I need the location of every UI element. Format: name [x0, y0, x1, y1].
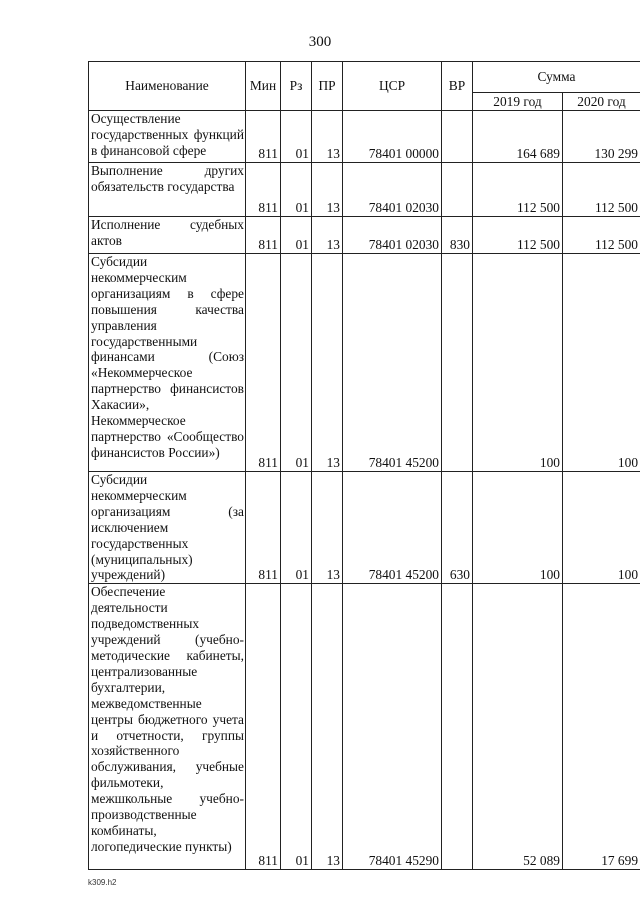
- row-pr: 13: [312, 163, 343, 217]
- header-year-2020: 2020 год: [563, 93, 640, 111]
- row-sum-2020: 100: [563, 254, 640, 472]
- row-rz: 01: [281, 111, 312, 163]
- row-min: 811: [246, 111, 281, 163]
- row-csr: 78401 02030: [343, 163, 442, 217]
- row-name: Осуществление государственных функций в финансовой сфере: [89, 111, 246, 163]
- row-rz: 01: [281, 584, 312, 870]
- row-pr: 13: [312, 472, 343, 584]
- row-vr: 830: [442, 217, 473, 254]
- row-name: Выполнение других обязательств государства: [89, 163, 246, 217]
- header-name: Наименование: [89, 62, 246, 111]
- row-min: 811: [246, 584, 281, 870]
- row-min: 811: [246, 217, 281, 254]
- row-sum-2019: 100: [473, 254, 563, 472]
- table-row: [89, 111, 640, 163]
- row-csr: 78401 45290: [343, 584, 442, 870]
- row-min: 811: [246, 472, 281, 584]
- row-vr: [442, 111, 473, 163]
- table-row: [89, 472, 640, 584]
- header-csr: ЦСР: [343, 62, 442, 111]
- header-min: Мин: [246, 62, 281, 111]
- row-sum-2020: 130 299: [563, 111, 640, 163]
- row-pr: 13: [312, 584, 343, 870]
- row-sum-2019: 112 500: [473, 163, 563, 217]
- table-row: [89, 254, 640, 472]
- row-vr: 630: [442, 472, 473, 584]
- row-name: Субсидии некоммерческим организациям (за исключением государственных (муниципальных) учреждений): [89, 472, 246, 584]
- row-name: Обеспечение деятельности подведомственных учреждений (учебно-методические кабинеты, централизованные бухгалтерии, межведомственные центры бюджетного учета и отчетности, группы хозяйственного обслуживания, учебные фильмотеки, межшкольные учебно-производственные комбинаты, логопедические пункты): [89, 584, 246, 870]
- row-rz: 01: [281, 254, 312, 472]
- row-sum-2019: 100: [473, 472, 563, 584]
- row-csr: 78401 45200: [343, 472, 442, 584]
- row-vr: [442, 584, 473, 870]
- row-pr: 13: [312, 217, 343, 254]
- row-sum-2020: 17 699: [563, 584, 640, 870]
- header-rz: Рз: [281, 62, 312, 111]
- row-rz: 01: [281, 217, 312, 254]
- budget-table: [88, 61, 640, 870]
- row-vr: [442, 163, 473, 217]
- row-csr: 78401 45200: [343, 254, 442, 472]
- row-min: 811: [246, 163, 281, 217]
- header-sum: Сумма: [473, 62, 640, 93]
- row-name: Субсидии некоммерческим организациям в сфере повышения качества управления государственными финансами (Союз «Некоммерческое партнерство финансистов Хакасии», Некоммерческое партнерство «Сообщество финансистов России»): [89, 254, 246, 472]
- row-sum-2020: 100: [563, 472, 640, 584]
- row-sum-2019: 164 689: [473, 111, 563, 163]
- row-rz: 01: [281, 163, 312, 217]
- row-sum-2019: 52 089: [473, 584, 563, 870]
- header-vr: ВР: [442, 62, 473, 111]
- row-pr: 13: [312, 111, 343, 163]
- table-row: [89, 163, 640, 217]
- row-pr: 13: [312, 254, 343, 472]
- row-sum-2020: 112 500: [563, 217, 640, 254]
- table-row: [89, 584, 640, 870]
- header-pr: ПР: [312, 62, 343, 111]
- row-name: Исполнение судебных актов: [89, 217, 246, 254]
- header-year-2019: 2019 год: [473, 93, 563, 111]
- row-vr: [442, 254, 473, 472]
- row-min: 811: [246, 254, 281, 472]
- row-sum-2020: 112 500: [563, 163, 640, 217]
- row-sum-2019: 112 500: [473, 217, 563, 254]
- table-row: [89, 217, 640, 254]
- page-number: 300: [308, 34, 332, 50]
- row-rz: 01: [281, 472, 312, 584]
- footer-code: k309.h2: [88, 878, 117, 887]
- row-csr: 78401 00000: [343, 111, 442, 163]
- row-csr: 78401 02030: [343, 217, 442, 254]
